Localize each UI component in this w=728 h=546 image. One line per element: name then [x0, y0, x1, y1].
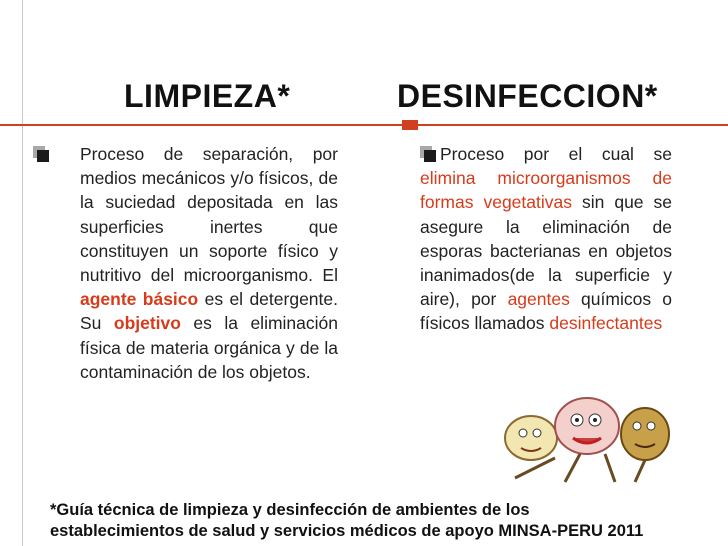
footnote [50, 500, 643, 542]
title-limpieza: LIMPIEZA* [124, 78, 291, 114]
text-segment: es el detergente. Su [80, 289, 338, 334]
highlight-elimina: elimina microorganismos de formas vegetativas [420, 168, 672, 213]
text-segment: Proceso de separación, por medios mecánicos y/o físicos, de la suciedad depositada en las superficies inertes que constituyen un soporte físico y nutritivo del microorganismo. El [80, 144, 338, 286]
desinfeccion-definition [420, 142, 672, 336]
title-divider [0, 124, 728, 126]
text-segment: sin que se asegure la eliminación de esporas bacterianas en objetos inanimados(de la superficie y aire), por [420, 192, 673, 310]
text-segment: Proceso por el cual se [440, 144, 672, 164]
checkbox-bullet-icon [33, 146, 49, 162]
germs-illustration [495, 378, 685, 488]
highlight-desinfectantes: desinfectantes [549, 313, 663, 334]
highlight-agente-basico: agente básico [80, 289, 199, 310]
highlight-objetivo: objetivo [113, 313, 181, 334]
left-margin-line [22, 0, 23, 546]
footnote-line-1: *Guía técnica de limpieza y desinfección de ambientes de los [50, 501, 530, 519]
limpieza-definition [80, 142, 338, 384]
checkbox-bullet-icon [420, 146, 436, 162]
text-segment: es la eliminación física de materia orgánica y de la contaminación de los objetos. [80, 313, 338, 382]
footnote-line-2: establecimientos de salud y servicios médicos de apoyo MINSA-PERU 2011 [50, 522, 644, 540]
divider-accent-block [402, 120, 418, 130]
text-segment: químicos o físicos llamados [420, 289, 672, 334]
highlight-agentes: agentes [507, 289, 570, 310]
title-desinfeccion: DESINFECCION* [397, 78, 658, 114]
